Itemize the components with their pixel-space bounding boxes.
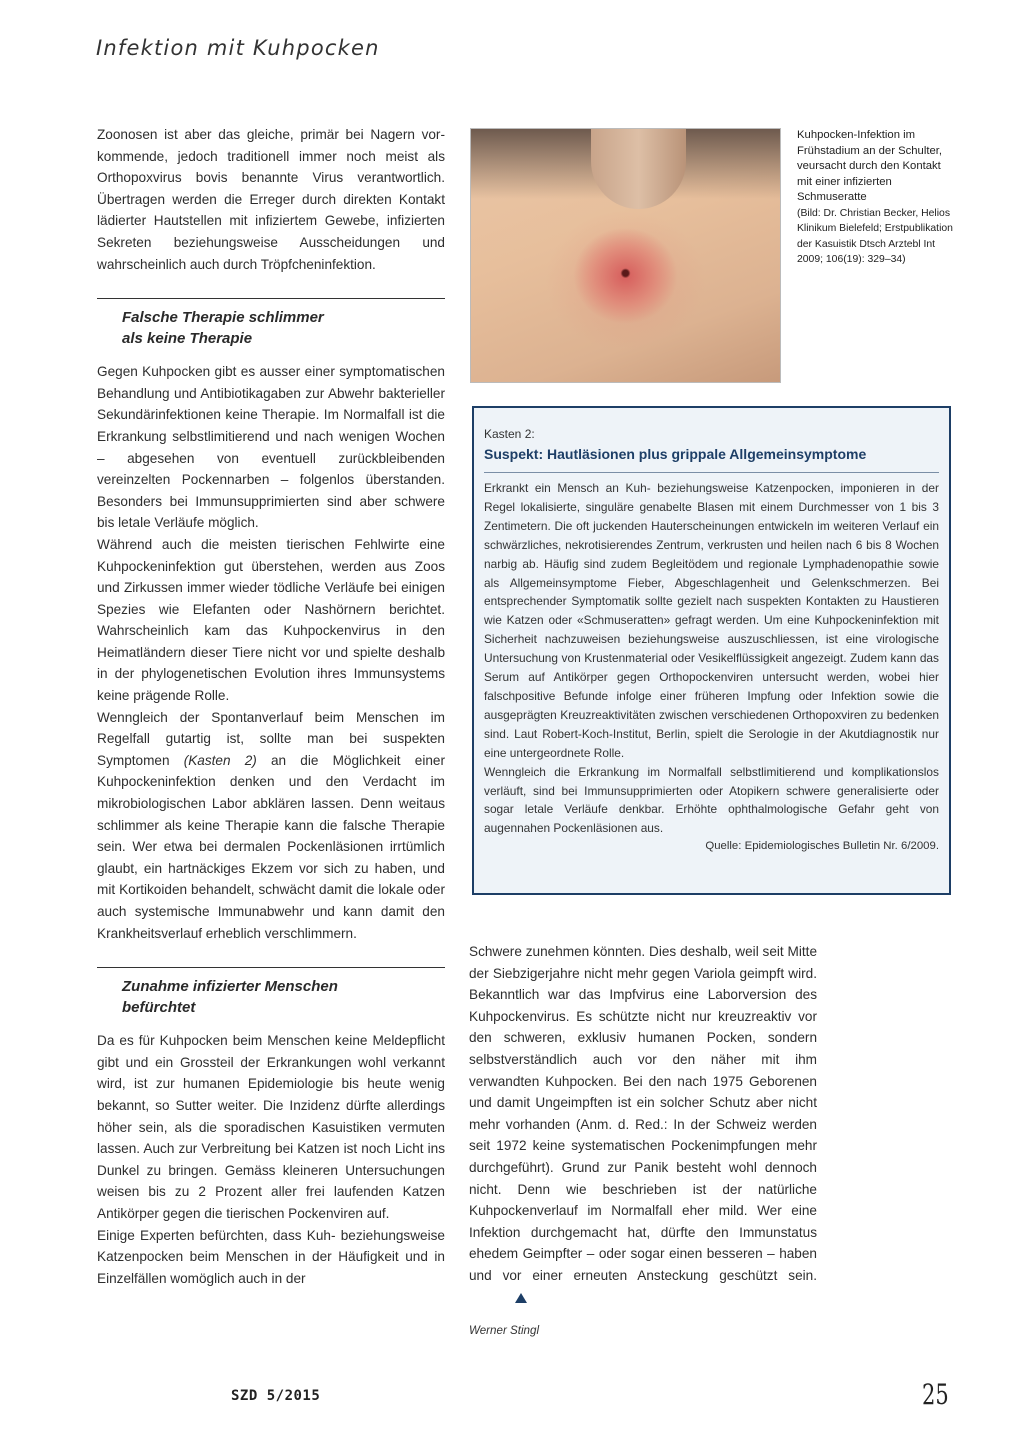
paragraph-text: an die Möglichkeit einer Kuhpockeninfektion denken und den Verdacht im mikrobiologischen Labor abklären lassen. Denn weitaus schlimmer als keine Therapie kann die falsche Therapie sein. Wer etwa bei dermalen Pockenläsionen irrtümlich glaubt, ein hartnäckiges Ekzem vor sich zu haben, und mit Kortikoiden behandelt, schwächt damit die lokale oder auch systemische Immunabwehr und kann damit den Krankheitsverlauf erheblich verschlimmern. xyxy=(97,752,445,941)
intro-paragraph: Zoonosen ist aber das gleiche, primär bei Nagern vorkommende, jedoch traditionell immer noch meist als Orthopoxvirus bovis benannte Virus verantwortlich. Übertragen werden die Erreger durch direkten Kontakt lädierter Hautstellen mit infiziertem Gewebe, infizierten Sekreten beziehungsweise Ausscheidungen und wahrscheinlich auch durch Tröpfcheninfektion. xyxy=(97,127,445,272)
end-of-article-triangle-icon xyxy=(515,1293,527,1303)
section-heading-line: Zunahme infizierter Menschen xyxy=(122,978,338,996)
box-source: Quelle: Epidemiologisches Bulletin Nr. 6/2009. xyxy=(705,840,939,853)
caption-text: Kuhpocken-Infektion im Frühstadium an der Schulter, veursacht durch den Kontakt mit einer infizierten Schmuseratte xyxy=(797,129,943,204)
box-reference: (Kasten 2) xyxy=(183,752,257,768)
paragraph: Einige Experten befürchten, dass Kuh- beziehungsweise Katzenpocken beim Menschen in der Häufigkeit und in Einzelfällen womöglich auch in der xyxy=(97,1227,445,1286)
paragraph: Während auch die meisten tierischen Fehlwirte eine Kuhpockeninfektion gut überstehen, werden aus Zoos und Zirkussen immer wieder tödliche Verläufe bei einigen Spezies wie Elefanten oder Nashörnern berichtet. Wahrscheinlich kam das Kuhpockenvirus in den Heimatländern dieser Tiere nicht vor und spielte deshalb in der phylogenetischen Evolution ihres Immunsystems keine prägende Rolle. xyxy=(97,536,445,704)
author-name: Werner Stingl xyxy=(469,1324,540,1338)
section-divider xyxy=(97,967,445,968)
paragraph xyxy=(469,941,817,1308)
box-paragraph: Wenngleich die Erkrankung im Normalfall selbstlimitierend und komplikationslos verläuft, sind bei Immunsupprimierten oder Atopikern schwere generalisierte oder sogar letale Verläufe denkbar. Erhöhte ophthalmologische Gefahr geht von augennahen Pockenläsionen aus. xyxy=(484,764,939,836)
section-heading-therapy xyxy=(122,307,445,349)
box-paragraph: Erkrankt ein Mensch an Kuh- beziehungsweise Katzenpocken, imponieren in der Regel lokalisierte, singuläre genabelte Blasen mit einem Durchmesser von 1 bis 3 Zentimetern. Die oft juckenden Hauterscheinungen entwickeln im weiteren Verlauf ein schwärzliches, nekrotisierendes Zentrum, verkrusten und heilen nach 6 bis 8 Wochen narbig ab. Häufig sind zudem Begleitödem und regionale Lymphadenopathie sowie als Allgemeinsymptome Fieber, Abgeschlagenheit und Gelenkschmerzen. Bei entsprechender Symptomatik sollte gezielt nach suspekten Kontakten zu Haustieren wie Katzen oder «Schmuseratten» gefragt werden. Um eine Kuhpockeninfektion mit Sicherheit nachzuweisen beziehungsweise auszuschliessen, ist eine virologische Untersuchung von Krustenmaterial oder Vesikelflüssigkeit angezeigt. Zudem kann das Serum auf Antikörper gegen Orthopockenviren untersucht werden, wobei hier falschpositive Befunde infolge einer früheren Impfung oder Infektion sowie die ausgeprägten Kreuzreaktivitäten zwischen verschiedenen Orthopoxviren zu bedenken sind. Laut Robert-Koch-Institut, Berlin, spielt die Serologie in der Akutdiagnostik nur eine untergeordnete Rolle. xyxy=(484,481,939,760)
section-heading-line: als keine Therapie xyxy=(122,330,253,348)
caption-credit: (Bild: Dr. Christian Becker, Helios Klinikum Bielefeld; Erstpublikation der Kasuistik Dtsch Arztebl Int 2009; 106(19): 329–34) xyxy=(797,207,953,266)
right-column xyxy=(469,941,817,1337)
info-box xyxy=(472,406,951,895)
section-heading-increase xyxy=(122,976,445,1018)
paragraph xyxy=(97,707,445,945)
box-divider xyxy=(484,472,939,473)
section-heading-line: Falsche Therapie schlimmer xyxy=(122,309,324,327)
section-heading-line: befürchtet xyxy=(122,999,196,1017)
paragraph-text: Schwere zunehmen könnten. Dies deshalb, weil seit Mitte der Siebzigerjahre nicht mehr gegen Variola geimpft wird. Bekanntlich war das Impfvirus eine Laborversion des Kuhpockenvirus. Es schützte nicht nur kreuzreaktiv vor den schweren, exklusiv humanen Pocken, sondern selbstverständlich auch vor den näher mit ihm verwandten Kuhpocken. Bei den nach 1975 Geborenen und damit Ungeimpften ist ein solcher Schutz aber nicht mehr vorhanden (Anm. d. Red.: In der Schweiz werden seit 1972 keine systematischen Pockenimpfungen mehr durchgeführt). Grund zur Panik besteht wohl dennoch nicht. Denn wie beschrieben ist der natürliche Kuhpockenverlauf im Normalfall eher mild. Wer eine Infektion durchgemacht hat, dürfte den Immunstatus ehedem Geimpfter – oder sogar einen besseren – haben und vor einer erneuten Ansteckung geschützt sein. xyxy=(469,944,817,1283)
running-title: Infektion mit Kuhpocken xyxy=(96,36,380,60)
box-label: Kasten 2: xyxy=(484,427,535,441)
paragraph: Gegen Kuhpocken gibt es ausser einer symptomatischen Behandlung und Antibiotikagaben zur Abwehr bakterieller Sekundärinfektionen keine Therapie. Im Normalfall ist die Erkrankung selbstlimitierend und nach wenigen Wochen – abgesehen von eventuell zurückbleibenden vereinzelten Pockennarben – folgenlos überstanden. Besonders bei Immunsupprimierten sind aber schwere bis letale Verläufe möglich. xyxy=(97,364,445,531)
paragraph: Da es für Kuhpocken beim Menschen keine Meldepflicht gibt und ein Grossteil der Erkrankungen wohl verkannt wird, ist zur humanen Epidemiologie bis heute wenig bekannt, so Sutter weiter. Die Inzidenz dürfte allerdings höher sein, als die sporadischen Kasuistiken vermuten lassen. Auch zur Verbreitung bei Katzen ist noch Licht ins Dunkel zu bringen. Gemäss kleineren Untersuchungen weisen bis zu 2 Prozent aller frei laufenden Katzen Antikörper gegen die tierischen Pockenviren auf. xyxy=(97,1033,445,1221)
left-column xyxy=(97,124,445,1289)
footer-magazine: SZD 5/2015 xyxy=(231,1388,321,1404)
cowpox-lesion-photo xyxy=(470,128,781,383)
section-divider xyxy=(97,298,445,299)
figure-caption xyxy=(797,128,957,268)
page-number: 25 xyxy=(922,1378,949,1411)
box-title: Suspekt: Hautläsionen plus grippale Allgemeinsymptome xyxy=(484,446,867,462)
paragraph-text: Wenngleich der Spontanverlauf beim Menschen im Regelfall gutartig ist, sollte man bei suspekten Symptomen xyxy=(97,709,445,768)
